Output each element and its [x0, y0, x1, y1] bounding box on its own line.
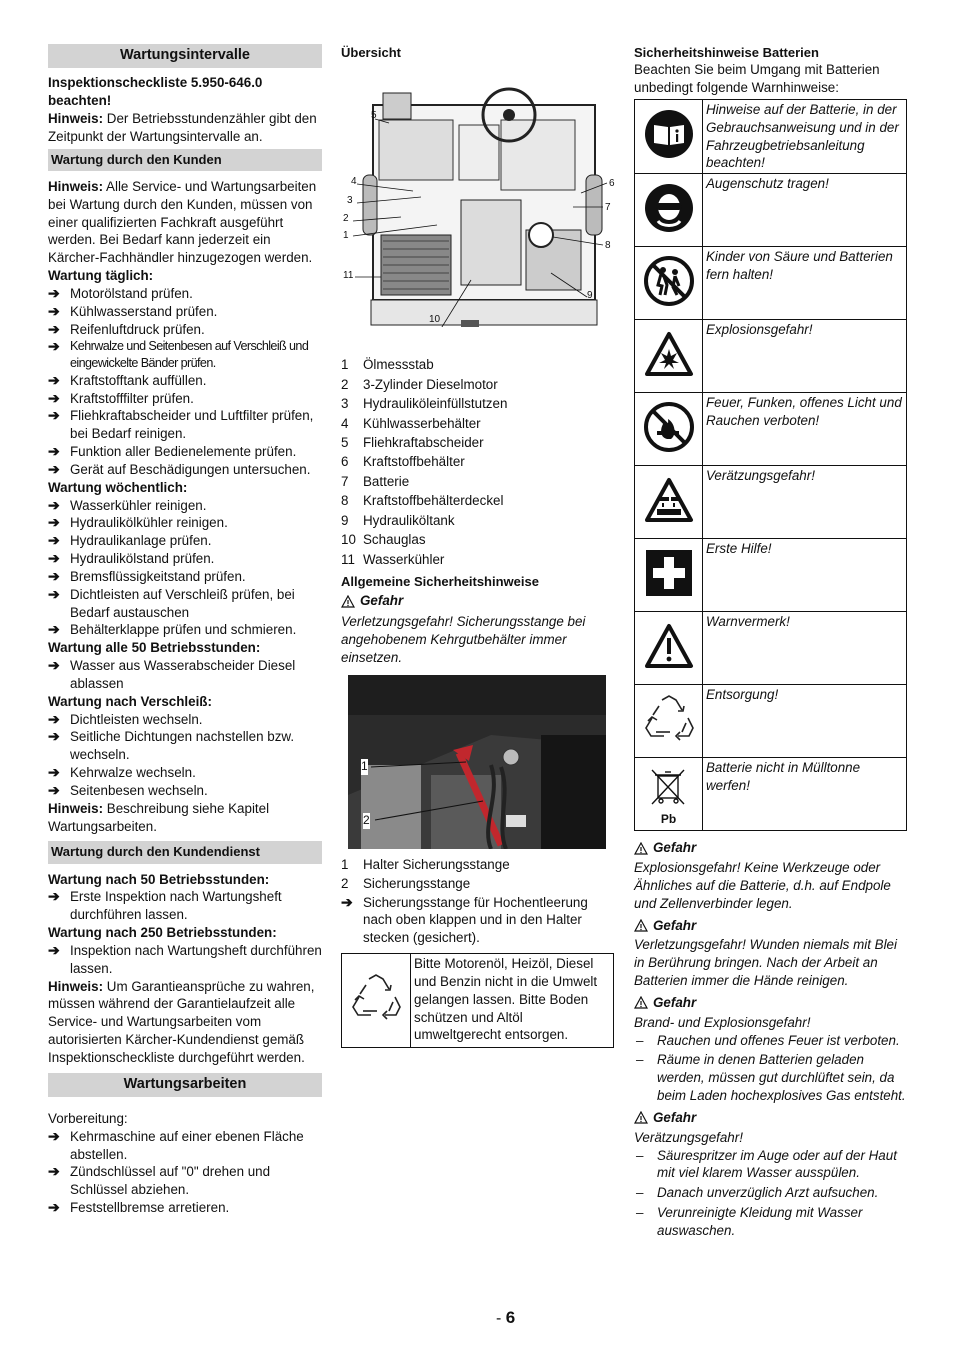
callout-5: 5 — [371, 110, 377, 122]
weekly-label: Wartung wöchentlich: — [48, 479, 188, 495]
callout-10: 10 — [429, 314, 441, 326]
list-item: – Danach unverzüglich Arzt aufsuchen. — [636, 1185, 879, 1201]
arrow-icon: ➔ — [48, 621, 60, 638]
list-item: ➔ Kraftstofftank auffüllen. — [48, 371, 207, 388]
machine-drawing — [341, 65, 614, 327]
symbol-text: Feuer, Funken, offenes Licht und Rauchen verboten! — [703, 393, 907, 466]
hint-paragraph-3: Hinweis: Beschreibung siehe Kapitel Wartungsarbeiten. — [48, 800, 270, 834]
danger-label: Gefahr — [634, 839, 907, 857]
battery-heading: Sicherheitshinweise Batterien — [634, 45, 819, 60]
wear-list — [48, 711, 322, 800]
wear-label: Wartung nach Verschleiß: — [48, 693, 212, 709]
legend-item: 11 Wasserkühler — [341, 551, 445, 567]
table-row — [635, 539, 907, 612]
prep-label: Vorbereitung: — [48, 1111, 128, 1126]
danger-label: Gefahr — [341, 592, 614, 610]
environment-text: Bitte Motorenöl, Heizöl, Diesel und Benzin nicht in die Umwelt gelangen lassen. Bitte Boden schützen und Altöl umweltgerecht entsorgen. — [411, 954, 614, 1048]
list-item: ➔ Wasserkühler reinigen. — [48, 496, 207, 513]
callout-6: 6 — [609, 178, 615, 190]
list-item: ➔ Kehrwalze und Seitenbesen auf Verschleiß und eingewickelte Bänder prüfen. — [48, 338, 309, 371]
symbol-text: Hinweise auf der Batterie, in der Gebrauchsanweisung und in der Fahrzeugbetriebsanleitung beachten! — [703, 99, 907, 173]
list-item: – Säurespritzer im Auge oder auf der Haut mit viel klarem Wasser ausspülen. — [636, 1147, 897, 1181]
hint-text: Alle Service- und Wartungsarbeiten bei Wartung durch den Kunden, müssen von einer qualifizierten Fachkraft ausgeführt werden. Bei Bedarf kann jederzeit ein Kärcher-Fachhändler hinzugezogen werden. — [48, 178, 317, 266]
list-item: ➔ Kehrmaschine auf einer ebenen Fläche abstellen. — [48, 1127, 304, 1162]
heading-wartungsintervalle: Wartungsintervalle — [48, 44, 322, 68]
arrow-icon: ➔ — [48, 338, 60, 355]
arrow-icon: ➔ — [48, 941, 60, 958]
hint-paragraph-2 — [48, 178, 322, 267]
column-battery — [634, 44, 907, 1240]
danger-label: Gefahr — [634, 917, 907, 935]
bar-legend — [341, 855, 614, 894]
checklist-note: Inspektionscheckliste 5.950-646.0 beachten! — [48, 75, 263, 109]
first-aid-icon — [635, 539, 703, 612]
list-item: – Rauchen und offenes Feuer ist verboten. — [636, 1032, 900, 1048]
list-item: ➔ Behälterklappe prüfen und schmieren. — [48, 621, 297, 638]
arrow-icon: ➔ — [48, 302, 60, 319]
manual-icon — [635, 99, 703, 173]
symbol-text: Verätzungsgefahr! — [703, 466, 907, 539]
page-number: - 6 — [496, 1308, 516, 1327]
callout-9: 9 — [587, 290, 593, 302]
recycling-icon-cell — [342, 954, 411, 1048]
list-item: ➔ Kraftstofffilter prüfen. — [48, 389, 194, 406]
legend-item: 1 Ölmessstab — [341, 357, 434, 373]
list-item: ➔ Bremsflüssigkeitstand prüfen. — [48, 567, 246, 584]
heading-wartungsarbeiten: Wartungsarbeiten — [48, 1073, 322, 1097]
arrow-icon: ➔ — [48, 550, 60, 567]
callout-7: 7 — [605, 202, 611, 214]
list-item: ➔ Wasser aus Wasserabscheider Diesel ablassen — [48, 657, 296, 691]
overview-legend — [341, 355, 614, 569]
arrow-icon: ➔ — [48, 1127, 60, 1144]
arrow-icon: ➔ — [48, 764, 60, 781]
arrow-icon: ➔ — [48, 781, 60, 798]
warning-triangle-icon — [634, 996, 648, 1009]
list-item: ➔ Seitliche Dichtungen nachstellen bzw. wechseln. — [48, 728, 295, 763]
daily-label: Wartung täglich: — [48, 268, 154, 284]
legend-item: 1 Halter Sicherungsstange — [341, 856, 510, 872]
symbol-text: Batterie nicht in Mülltonne werfen! — [703, 758, 907, 831]
list-item: ➔ Fliehkraftabscheider und Luftfilter prüfen, bei Bedarf reinigen. — [48, 407, 314, 442]
danger-text-4: Verätzungsgefahr! — [634, 1129, 743, 1145]
table-row — [635, 320, 907, 393]
arrow-icon: ➔ — [48, 1199, 60, 1216]
hint-paragraph-4: Hinweis: Um Garantieansprüche zu wahren, müssen während der Garantielaufzeit alle Service- und Wartungsarbeiten vom autorisierten Kärcher-Kundendienst gemäß Inspektionscheckliste durchgeführt werden. — [48, 978, 315, 1065]
arrow-icon: ➔ — [48, 657, 60, 674]
recycling-icon — [635, 685, 703, 758]
arrow-icon: ➔ — [48, 728, 60, 745]
table-row — [635, 612, 907, 685]
list-item: ➔ Feststellbremse arretieren. — [48, 1199, 230, 1216]
arrow-icon: ➔ — [48, 320, 60, 337]
callout-8: 8 — [605, 240, 611, 252]
arrow-icon: ➔ — [48, 389, 60, 406]
weekly-list — [48, 497, 322, 640]
legend-item: 7 Batterie — [341, 473, 410, 489]
legend-item: 8 Kraftstoffbehälterdeckel — [341, 493, 504, 509]
callout-11: 11 — [343, 270, 354, 282]
list-item: ➔ Sicherungsstange für Hochentleerung nach oben klappen und in den Halter stecken (gesichert). — [341, 893, 588, 946]
arrow-icon: ➔ — [48, 1163, 60, 1180]
safety-heading: Allgemeine Sicherheitshinweise — [341, 574, 539, 590]
danger-text-1: Explosionsgefahr! Keine Werkzeuge oder Ähnliches auf die Batterie, d.h. auf Endpole und Zellenverbinder legen. — [634, 860, 891, 911]
symbol-text: Entsorgung! — [703, 685, 907, 758]
hint-paragraph — [48, 110, 322, 146]
subheading-customer: Wartung durch den Kunden — [48, 149, 322, 171]
callout-2: 2 — [363, 812, 370, 827]
after250-label: Wartung nach 250 Betriebsstunden: — [48, 925, 277, 941]
arrow-icon: ➔ — [48, 888, 60, 905]
legend-item: 3 Hydrauliköleinfüllstutzen — [341, 396, 508, 412]
list-item: – Verunreinigte Kleidung mit Wasser auswaschen. — [636, 1204, 863, 1238]
callout-3: 3 — [347, 195, 353, 207]
arrow-icon: ➔ — [48, 710, 60, 727]
symbol-text: Kinder von Säure und Batterien fern halten! — [703, 247, 907, 320]
table-row — [635, 393, 907, 466]
table-row — [635, 247, 907, 320]
callout-2: 2 — [343, 213, 349, 225]
danger-text-2: Verletzungsgefahr! Wunden niemals mit Blei in Berührung bringen. Nach der Arbeit an Batterien immer die Hände reinigen. — [634, 937, 897, 989]
keep-children-away-icon — [635, 247, 703, 320]
danger-text: Verletzungsgefahr! Sicherungsstange bei angehobenem Kehrgutbehälter immer einsetzen. — [341, 614, 586, 665]
table-row — [635, 685, 907, 758]
arrow-icon: ➔ — [48, 514, 60, 531]
symbol-text: Explosionsgefahr! — [703, 320, 907, 393]
environment-note — [341, 953, 614, 1048]
battery-intro: Beachten Sie beim Umgang mit Batterien unbedingt folgende Warnhinweise: — [634, 62, 880, 96]
eye-protection-icon — [635, 174, 703, 247]
corrosive-icon — [635, 466, 703, 539]
explosion-hazard-icon — [635, 320, 703, 393]
symbol-text: Erste Hilfe! — [703, 539, 907, 612]
pb-label: Pb — [660, 811, 677, 826]
legend-item: 2 Sicherungsstange — [341, 876, 471, 892]
callout-1: 1 — [361, 758, 368, 773]
warning-triangle-icon — [634, 919, 648, 932]
list-item: ➔ Reifenluftdruck prüfen. — [48, 320, 205, 337]
symbol-text: Augenschutz tragen! — [703, 174, 907, 247]
hint-label: Hinweis: — [48, 178, 104, 194]
safety-bar-photo — [341, 675, 614, 849]
recycling-icon — [349, 973, 403, 1023]
no-fire-icon — [635, 393, 703, 466]
arrow-icon: ➔ — [48, 371, 60, 388]
machine-overview-figure — [341, 65, 614, 327]
list-item: ➔ Funktion aller Bedienelemente prüfen. — [48, 443, 297, 460]
warning-triangle-icon — [634, 842, 648, 855]
callout-1: 1 — [343, 230, 349, 242]
legend-item: 2 3-Zylinder Dieselmotor — [341, 376, 498, 392]
subheading-service: Wartung durch den Kundendienst — [48, 841, 322, 863]
arrow-icon: ➔ — [48, 443, 60, 460]
warning-triangle-icon — [634, 1111, 648, 1124]
list-item: ➔ Gerät auf Beschädigungen untersuchen. — [48, 460, 311, 477]
arrow-icon: ➔ — [48, 284, 60, 301]
table-row — [635, 758, 907, 831]
list-item: ➔ Dichtleisten auf Verschleiß prüfen, bei Bedarf austauschen — [48, 585, 295, 620]
hint-text: Der Betriebsstundenzähler gibt den Zeitpunkt der Wartungsintervalle an. — [48, 110, 317, 144]
arrow-icon: ➔ — [341, 893, 353, 910]
list-item: ➔ Erste Inspektion nach Wartungsheft durchführen lassen. — [48, 888, 282, 923]
table-row — [635, 466, 907, 539]
warning-icon — [635, 612, 703, 685]
list-item: ➔ Dichtleisten wechseln. — [48, 710, 203, 727]
hint-label: Hinweis: — [48, 110, 104, 126]
symbol-text: Warnvermerk! — [703, 612, 907, 685]
legend-item: 9 Hydrauliköltank — [341, 512, 455, 528]
arrow-icon: ➔ — [48, 532, 60, 549]
h50-label: Wartung alle 50 Betriebsstunden: — [48, 640, 261, 656]
arrow-icon: ➔ — [48, 567, 60, 584]
legend-item: 10 Schauglas — [341, 532, 426, 548]
prep-list — [48, 1128, 322, 1217]
table-row — [635, 99, 907, 173]
warning-triangle-icon — [341, 595, 355, 608]
list-item: ➔ Hydraulikanlage prüfen. — [48, 532, 212, 549]
list-item: ➔ Motorölstand prüfen. — [48, 284, 193, 301]
battery-symbol-table — [634, 99, 907, 831]
callout-4: 4 — [351, 176, 357, 188]
arrow-icon: ➔ — [48, 496, 60, 513]
list-item: – Räume in denen Batterien geladen werden, müssen gut durchlüftet sein, da beim Laden hochexplosives Gas entsteht. — [636, 1052, 906, 1104]
danger-label: Gefahr — [634, 994, 907, 1012]
list-item: ➔ Zündschlüssel auf "0" drehen und Schlüssel abziehen. — [48, 1163, 271, 1198]
column-maintenance — [48, 44, 322, 1217]
arrow-icon: ➔ — [48, 407, 60, 424]
arrow-icon: ➔ — [48, 585, 60, 602]
legend-item: 5 Fliehkraftabscheider — [341, 435, 484, 451]
safety-bar-figure — [341, 675, 614, 849]
list-item: ➔ Seitenbesen wechseln. — [48, 781, 208, 798]
after50-label: Wartung nach 50 Betriebsstunden: — [48, 871, 270, 887]
no-bin-icon — [635, 758, 703, 831]
list-item: ➔ Hydraulikölkühler reinigen. — [48, 514, 228, 531]
arrow-icon: ➔ — [48, 460, 60, 477]
table-row — [635, 174, 907, 247]
danger-text-3: Brand- und Explosionsgefahr! — [634, 1014, 811, 1030]
column-overview — [341, 44, 614, 1048]
legend-item: 6 Kraftstoffbehälter — [341, 454, 465, 470]
overview-label: Übersicht — [341, 45, 401, 60]
list-item: ➔ Inspektion nach Wartungsheft durchführen lassen. — [48, 941, 322, 976]
daily-list — [48, 285, 322, 479]
danger-label: Gefahr — [634, 1109, 907, 1127]
list-item: ➔ Kehrwalze wechseln. — [48, 764, 196, 781]
list-item: ➔ Hydraulikölstand prüfen. — [48, 550, 215, 567]
list-item: ➔ Kühlwasserstand prüfen. — [48, 302, 218, 319]
legend-item: 4 Kühlwasserbehälter — [341, 415, 481, 431]
